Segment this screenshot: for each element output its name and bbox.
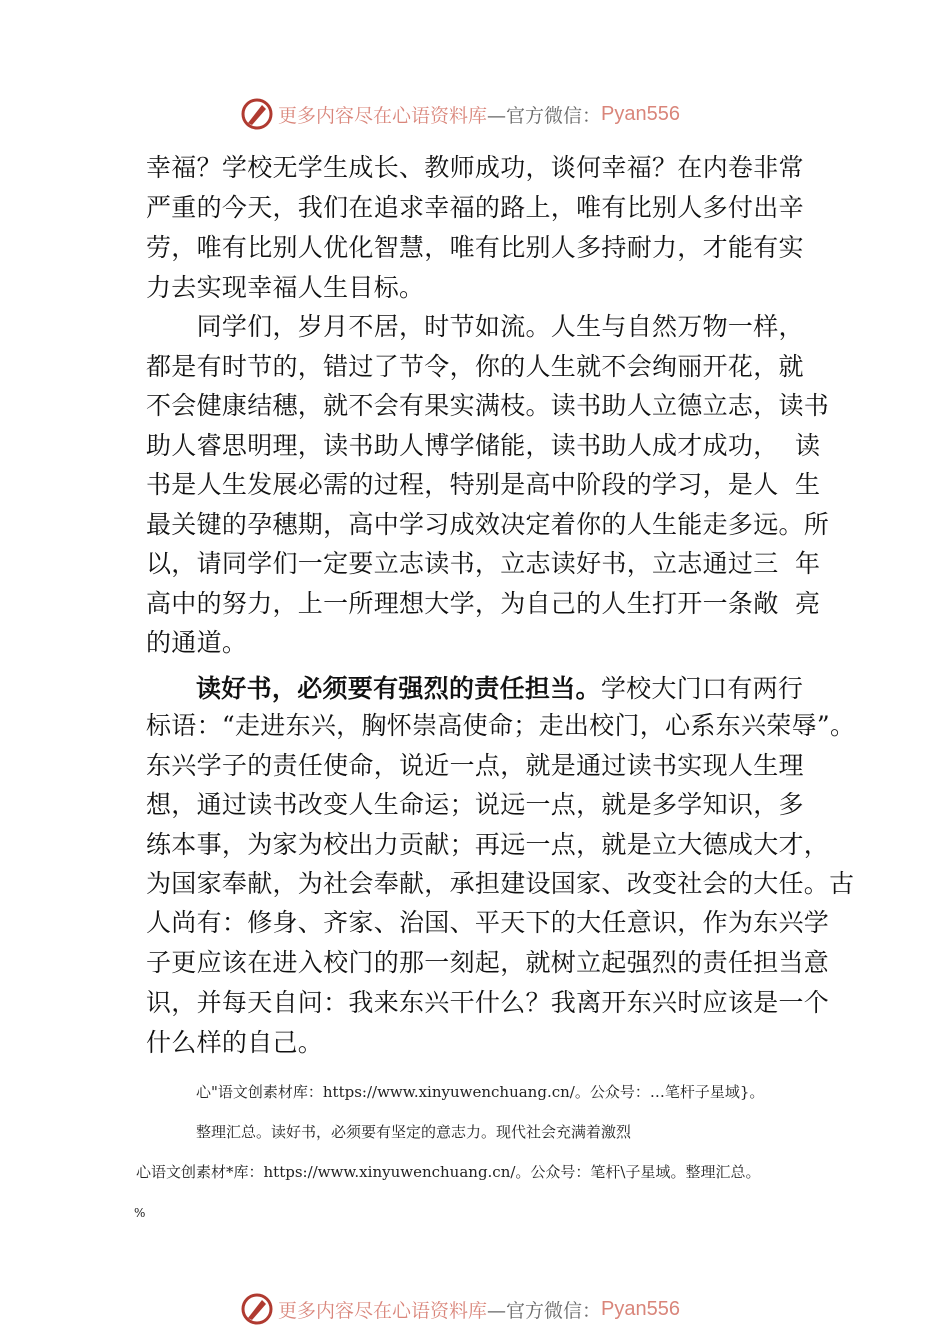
text-line: 练本事，为家为校出力贡献；再远一点，就是立大德成大才， (146, 830, 830, 859)
text-line: 都是有时节的，错过了节令，你的人生就不会绚丽开花，就 (146, 352, 804, 381)
text-line: 同学们，岁月不居，时节如流。人生与自然万物一样， (146, 312, 804, 341)
text-line: 不会健康结穗，就不会有果实满枝。读书助人立德立志，读书 (146, 391, 830, 420)
pen-nib-logo-icon (240, 97, 274, 131)
note-line: 心"语文创素材库：https://www.xinyuwenchuang.cn/。公众号：…笔杆子星域}。 (196, 1083, 765, 1101)
note-line: 心语文创素材*库：https://www.xinyuwenchuang.cn/。公众号：笔杆\子星域。整理汇总。 (136, 1163, 761, 1181)
banner-wechat-id: Pyan556 (601, 1297, 680, 1320)
header-banner (240, 96, 680, 132)
text-line: 书是人生发展必需的过程，特别是高中阶段的学习，是人 生 (146, 470, 821, 499)
text-line: 人尚有：修身、齐家、治国、平天下的大任意识，作为东兴学 (146, 908, 830, 937)
text-line: 助人睿思明理，读书助人博学储能，读书助人成才成功， 读 (146, 431, 821, 460)
banner-wechat-id: Pyan556 (601, 102, 680, 125)
text-line: 标语：“走进东兴，胸怀崇高使命；走出校门，心系东兴荣辱”。 (146, 711, 856, 740)
bold-heading: 读好书，必须要有强烈的责任担当。 (196, 674, 601, 703)
text-line: 什么样的自己。 (146, 1028, 324, 1057)
note-line: 整理汇总。读好书，必须要有坚定的意志力。现代社会充满着激烈 (196, 1123, 632, 1141)
text-line: 东兴学子的责任使命，说近一点，就是通过读书实现人生理 (146, 751, 804, 780)
text-line: 幸福？学校无学生成长、教师成功，谈何幸福？在内卷非常 (146, 153, 804, 182)
pen-nib-logo-icon (240, 1292, 274, 1326)
text-line: 高中的努力，上一所理想大学，为自己的人生打开一条敞 亮 (146, 589, 821, 618)
text-line: 识，并每天自问：我来东兴干什么？我离开东兴时应该是一个 (146, 988, 830, 1017)
text-line (196, 673, 803, 705)
footer-banner (240, 1291, 680, 1327)
text-line: 想，通过读书改变人生命运；说远一点，就是多学知识，多 (146, 790, 804, 819)
text-line: 为国家奉献，为社会奉献，承担建设国家、改变社会的大任。古 (146, 869, 855, 898)
banner-wechat-label: —官方微信： (487, 104, 602, 127)
text-line: 严重的今天，我们在追求幸福的路上，唯有比别人多付出辛 (146, 193, 804, 222)
text-line: 力去实现幸福人生目标。 (146, 273, 425, 302)
banner-text: 更多内容尽在心语资料库 (278, 1299, 488, 1322)
text-rest: 学校大门口有两行 (600, 674, 804, 703)
text-line: 最关键的孕穗期，高中学习成效决定着你的人生能走多远。所 (146, 510, 830, 539)
text-line: 的通道。 (146, 628, 248, 657)
banner-wechat-label: —官方微信： (487, 1299, 602, 1322)
text-line: 子更应该在进入校门的那一刻起，就树立起强烈的责任担当意 (146, 948, 830, 977)
text-line: 劳，唯有比别人优化智慧，唯有比别人多持耐力，才能有实 (146, 233, 804, 262)
banner-text: 更多内容尽在心语资料库 (278, 104, 488, 127)
text-line: 以，请同学们一定要立志读书，立志读好书，立志通过三 年 (146, 549, 821, 578)
note-line: % (134, 1206, 146, 1220)
